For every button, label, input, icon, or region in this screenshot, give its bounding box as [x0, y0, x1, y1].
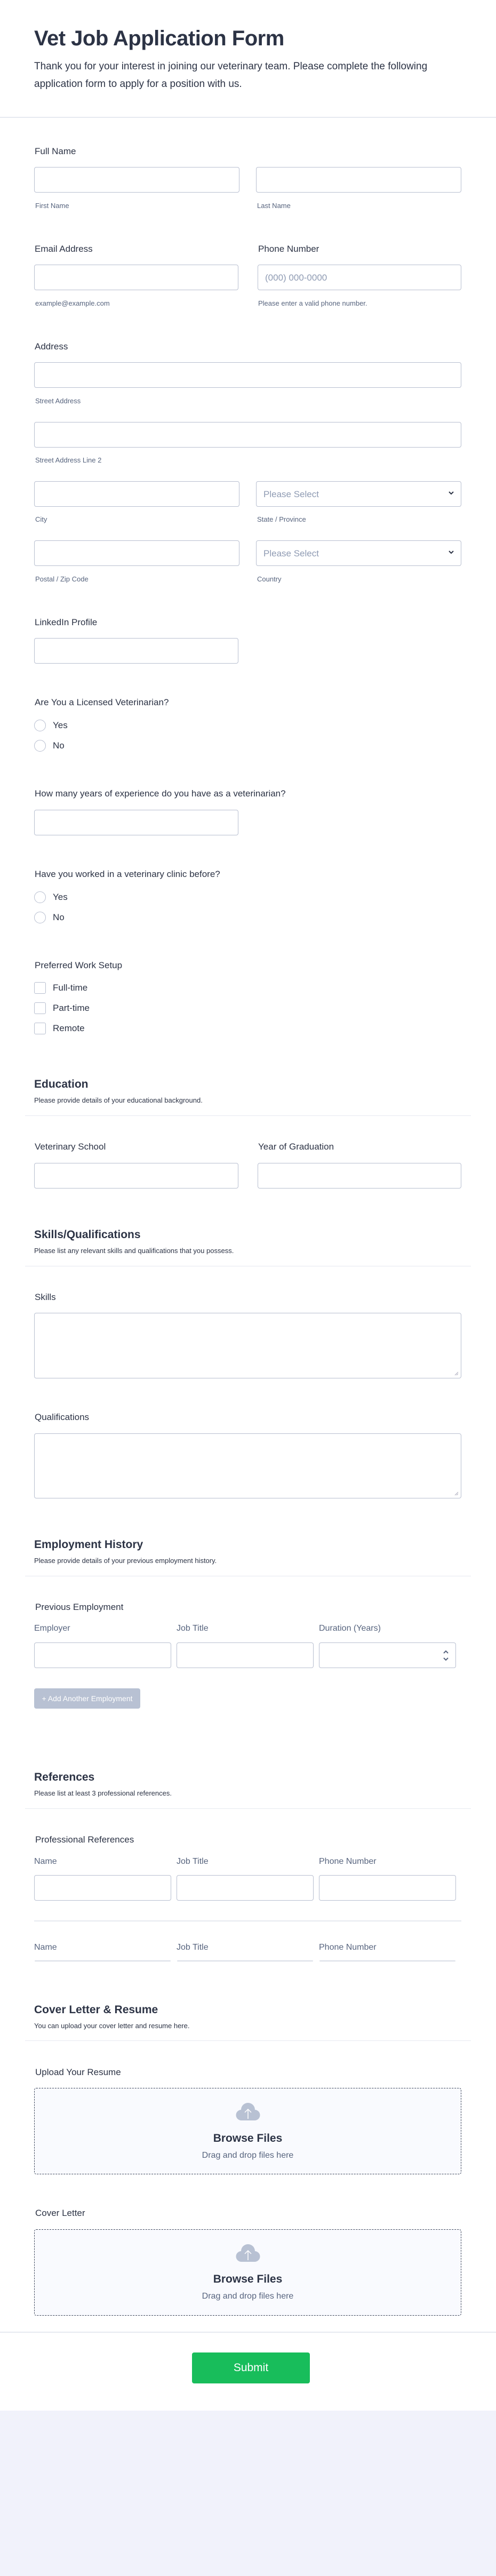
skills-heading: Skills/Qualifications [34, 1229, 141, 1241]
graduation-label: Year of Graduation [258, 1142, 334, 1152]
ref-job-title-input-2[interactable] [177, 1960, 313, 1961]
option-label: No [53, 740, 65, 751]
work-setup-fulltime[interactable] [34, 982, 87, 994]
resize-grip-icon[interactable] [454, 1371, 459, 1376]
skills-label: Skills [35, 1292, 56, 1302]
ref-name-input-2[interactable] [35, 1960, 171, 1961]
experience-label: How many years of experience do you have as a veterinarian? [35, 788, 286, 799]
licensed-option-yes[interactable] [34, 720, 68, 731]
ref-name-column-label: Name [34, 1943, 57, 1952]
option-label: Part-time [53, 1003, 90, 1013]
clinic-option-yes[interactable] [34, 891, 68, 903]
linkedin-label: LinkedIn Profile [35, 617, 98, 627]
address-label: Address [35, 341, 68, 352]
radio-button[interactable] [34, 720, 46, 731]
linkedin-input[interactable] [34, 638, 238, 664]
skills-subtitle: Please list any relevant skills and qualifications that you possess. [34, 1247, 234, 1255]
licensed-option-no[interactable] [34, 740, 65, 752]
country-select[interactable] [256, 540, 461, 566]
duration-column-label: Duration (Years) [319, 1624, 381, 1633]
employment-heading: Employment History [34, 1538, 143, 1551]
experience-input[interactable] [34, 810, 238, 835]
state-select[interactable] [256, 481, 461, 507]
ref-phone-column-label: Phone Number [319, 1857, 377, 1866]
employment-subtitle: Please provide details of your previous employment history. [34, 1557, 217, 1565]
resize-grip-icon[interactable] [454, 1492, 459, 1496]
education-subtitle: Please provide details of your educational background. [34, 1096, 203, 1104]
form-title: Vet Job Application Form [34, 27, 284, 50]
skills-textarea[interactable] [34, 1313, 461, 1378]
option-label: Yes [53, 892, 68, 902]
country-placeholder: Please Select [263, 548, 319, 559]
row-divider [34, 1920, 461, 1921]
professional-references-label: Professional References [35, 1835, 134, 1845]
cover-letter-label: Cover Letter [35, 2208, 85, 2218]
radio-button[interactable] [34, 891, 46, 903]
last-name-input[interactable] [256, 167, 461, 193]
chevron-down-icon [448, 549, 454, 555]
number-spinner-icon[interactable] [443, 1649, 449, 1662]
previous-employment-label: Previous Employment [35, 1602, 124, 1612]
job-title-input[interactable] [177, 1642, 314, 1668]
option-label: No [53, 912, 65, 922]
cloud-upload-icon [235, 2101, 261, 2123]
ref-phone-column-label: Phone Number [319, 1943, 377, 1952]
qualifications-label: Qualifications [35, 1412, 90, 1422]
ref-job-title-input[interactable] [177, 1875, 314, 1901]
radio-button[interactable] [34, 912, 46, 923]
state-sublabel: State / Province [257, 515, 306, 523]
ref-name-column-label: Name [34, 1857, 57, 1866]
ref-phone-input-2[interactable] [319, 1960, 455, 1961]
header-divider [0, 117, 496, 118]
work-setup-label: Preferred Work Setup [35, 960, 123, 970]
city-sublabel: City [35, 515, 47, 523]
section-divider [25, 1115, 471, 1116]
ref-job-title-column-label: Job Title [177, 1857, 209, 1866]
ref-name-input[interactable] [34, 1875, 171, 1901]
full-name-label: Full Name [35, 146, 76, 156]
employer-input[interactable] [34, 1642, 171, 1668]
references-subtitle: Please list at least 3 professional references. [34, 1789, 172, 1797]
option-label: Full-time [53, 983, 88, 993]
email-label: Email Address [35, 244, 93, 254]
phone-placeholder: (000) 000-0000 [265, 273, 327, 283]
duration-input[interactable] [319, 1642, 456, 1668]
browse-files-label[interactable]: Browse Files [213, 2132, 283, 2144]
city-input[interactable] [34, 481, 239, 507]
radio-button[interactable] [34, 740, 46, 752]
licensed-label: Are You a Licensed Veterinarian? [35, 697, 169, 707]
email-input[interactable] [34, 265, 238, 290]
country-sublabel: Country [257, 575, 282, 583]
references-heading: References [34, 1771, 95, 1783]
job-title-column-label: Job Title [177, 1624, 209, 1633]
cover-letter-dropzone[interactable] [34, 2229, 461, 2316]
phone-hint: Please enter a valid phone number. [258, 299, 367, 307]
street-address-sublabel: Street Address [35, 397, 81, 405]
checkbox[interactable] [34, 1002, 46, 1014]
drag-drop-hint: Drag and drop files here [202, 2292, 294, 2301]
resume-dropzone[interactable] [34, 2088, 461, 2174]
work-setup-remote[interactable] [34, 1023, 85, 1034]
school-label: Veterinary School [35, 1142, 106, 1152]
documents-heading: Cover Letter & Resume [34, 2004, 158, 2016]
education-heading: Education [34, 1078, 89, 1090]
option-label: Remote [53, 1023, 85, 1033]
work-setup-parttime[interactable] [34, 1002, 90, 1014]
street-address-2-input[interactable] [34, 422, 461, 448]
section-divider [25, 1808, 471, 1809]
employer-column-label: Employer [34, 1624, 70, 1633]
phone-label: Phone Number [258, 244, 319, 254]
ref-phone-input[interactable] [319, 1875, 456, 1901]
ref-job-title-column-label: Job Title [177, 1943, 209, 1952]
last-name-sublabel: Last Name [257, 202, 291, 210]
form-description: Thank you for your interest in joining our veterinary team. Please complete the following application form to apply for a position with us. [34, 61, 428, 90]
email-hint: example@example.com [35, 299, 110, 307]
first-name-input[interactable] [34, 167, 239, 193]
school-input[interactable] [34, 1163, 238, 1189]
footer-divider [0, 2332, 496, 2333]
street-address-2-sublabel: Street Address Line 2 [35, 456, 102, 464]
drag-drop-hint: Drag and drop files here [202, 2151, 294, 2160]
postal-sublabel: Postal / Zip Code [35, 575, 89, 583]
submit-button[interactable]: Submit [192, 2352, 310, 2383]
first-name-sublabel: First Name [35, 202, 69, 210]
checkbox[interactable] [34, 982, 46, 994]
street-address-input[interactable] [34, 362, 461, 388]
option-label: Yes [53, 720, 68, 730]
state-placeholder: Please Select [263, 489, 319, 499]
clinic-option-no[interactable] [34, 912, 65, 923]
postal-input[interactable] [34, 540, 239, 566]
browse-files-label[interactable]: Browse Files [213, 2273, 283, 2285]
resume-label: Upload Your Resume [35, 2067, 121, 2077]
clinic-label: Have you worked in a veterinary clinic before? [35, 869, 220, 879]
checkbox[interactable] [34, 1023, 46, 1034]
cloud-upload-icon [235, 2243, 261, 2264]
section-divider [25, 2040, 471, 2041]
qualifications-textarea[interactable] [34, 1433, 461, 1498]
graduation-input[interactable] [258, 1163, 461, 1189]
phone-input[interactable] [258, 265, 461, 290]
chevron-down-icon [448, 490, 454, 496]
add-employment-button[interactable]: + Add Another Employment [34, 1688, 140, 1709]
documents-subtitle: You can upload your cover letter and resume here. [34, 2022, 190, 2030]
